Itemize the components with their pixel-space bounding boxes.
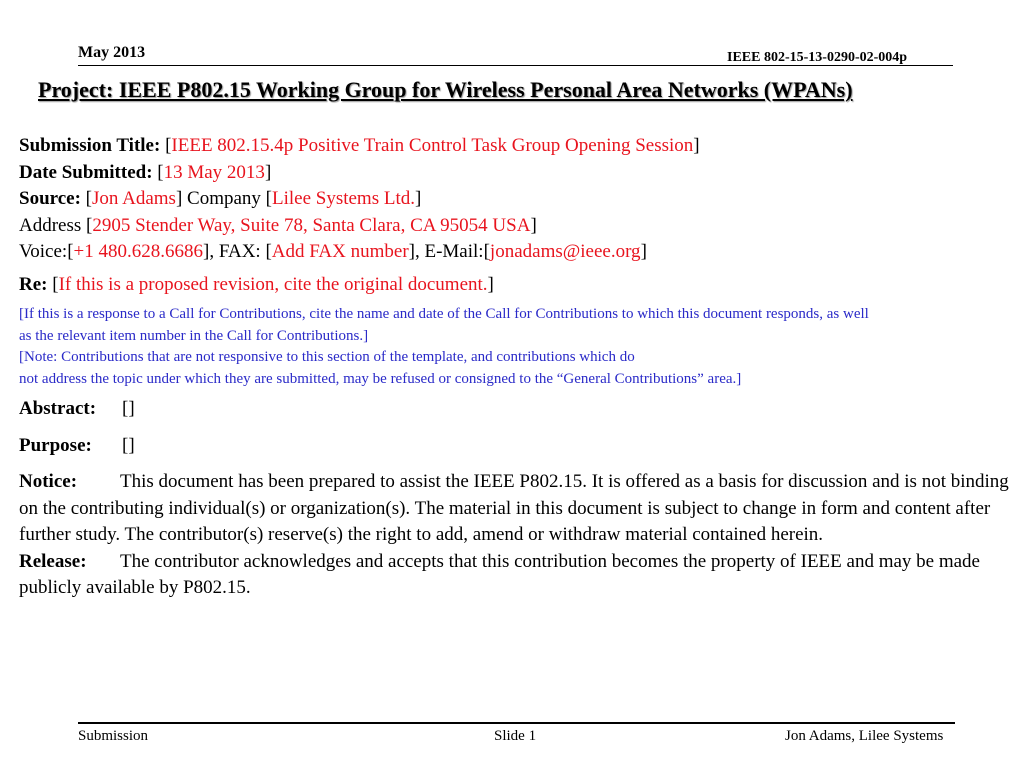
abstract-row <box>19 396 1009 423</box>
note-line: [If this is a response to a Call for Contributions, cite the name and date of the Call for Contributions to which this document responds, as well <box>19 306 869 322</box>
note-line: as the relevant item number in the Call for Contributions.] <box>19 327 369 344</box>
footer-slide-number: Slide 1 <box>494 728 537 744</box>
source-name: Jon Adams <box>92 188 176 209</box>
purpose-value: [] <box>122 434 135 456</box>
release-text: The contributor acknowledges and accepts that this contribution becomes the property of IEEE and may be made publicly available by P802.15. <box>19 550 980 598</box>
header-document-id: IEEE 802-15-13-0290-02-004p <box>727 50 908 65</box>
header-date: May 2013 <box>78 44 146 61</box>
notice-text: This document has been prepared to assist the IEEE P802.15. It is offered as a basis for discussion and is not binding on the contributing individual(s) or organization(s). The material in this document is subject to change in form and content after further study. The contributor(s) reserve(s) the right to add, amend or withdraw material contained herein. <box>19 471 1009 545</box>
voice-value: +1 480.628.6686 <box>73 241 203 262</box>
abstract-value: [] <box>122 398 135 419</box>
fax-value: Add FAX number <box>271 241 409 262</box>
document-body <box>19 133 1009 602</box>
notice-label: Notice: <box>19 471 78 492</box>
source-row: Source: [Jon Adams] Company [Lilee Systems Ltd.] <box>19 188 422 209</box>
submission-title-value: IEEE 802.15.4p Positive Train Control Task Group Opening Session <box>171 135 694 156</box>
company-label: Company <box>187 188 261 209</box>
release-paragraph <box>19 549 1009 602</box>
abstract-label: Abstract: <box>19 398 97 419</box>
purpose-label: Purpose: <box>19 434 92 456</box>
footer-submission: Submission <box>78 728 149 744</box>
address-row: Address [2905 Stender Way, Suite 78, Santa Clara, CA 95054 USA] <box>19 214 537 236</box>
submission-title-label: Submission Title: <box>19 135 161 156</box>
footer-divider <box>78 722 955 724</box>
re-row: Re: [If this is a proposed revision, cite the original document.] <box>19 273 494 295</box>
date-submitted-label: Date Submitted: <box>19 161 153 183</box>
date-submitted-value: 13 May 2013 <box>163 161 265 183</box>
re-label: Re: <box>19 273 48 295</box>
purpose-row <box>19 433 1009 460</box>
email-label: E-Mail: <box>424 241 484 262</box>
re-value: If this is a proposed revision, cite the original document. <box>58 273 488 295</box>
header-divider <box>78 65 953 66</box>
company-value: Lilee Systems Ltd. <box>271 188 415 209</box>
project-title: Project: IEEE P802.15 Working Group for Wireless Personal Area Networks (WPANs) <box>38 77 853 102</box>
date-submitted-row: Date Submitted: [13 May 2013] <box>19 161 272 183</box>
address-value: 2905 Stender Way, Suite 78, Santa Clara, CA 95054 USA <box>92 214 531 236</box>
note-line: not address the topic under which they are submitted, may be refused or consigned to the “General Contributions” area.] <box>19 370 742 387</box>
fax-label: FAX: <box>218 241 261 262</box>
call-for-contributions-note <box>19 304 1009 390</box>
submission-title-row: Submission Title: [IEEE 802.15.4p Positive Train Control Task Group Opening Session] <box>19 135 700 156</box>
footer-author: Jon Adams, Lilee Systems <box>785 728 944 744</box>
address-label: Address <box>19 214 82 236</box>
email-value: jonadams@ieee.org <box>489 241 641 262</box>
release-label: Release: <box>19 550 87 572</box>
notice-paragraph <box>19 469 1009 549</box>
source-label: Source: <box>19 188 81 209</box>
note-line: [Note: Contributions that are not responsive to this section of the template, and contributions which do <box>19 349 635 365</box>
voice-label: Voice: <box>19 241 68 262</box>
contact-row: Voice:[+1 480.628.6686], FAX: [Add FAX number], E-Mail:[jonadams@ieee.org] <box>19 241 647 262</box>
